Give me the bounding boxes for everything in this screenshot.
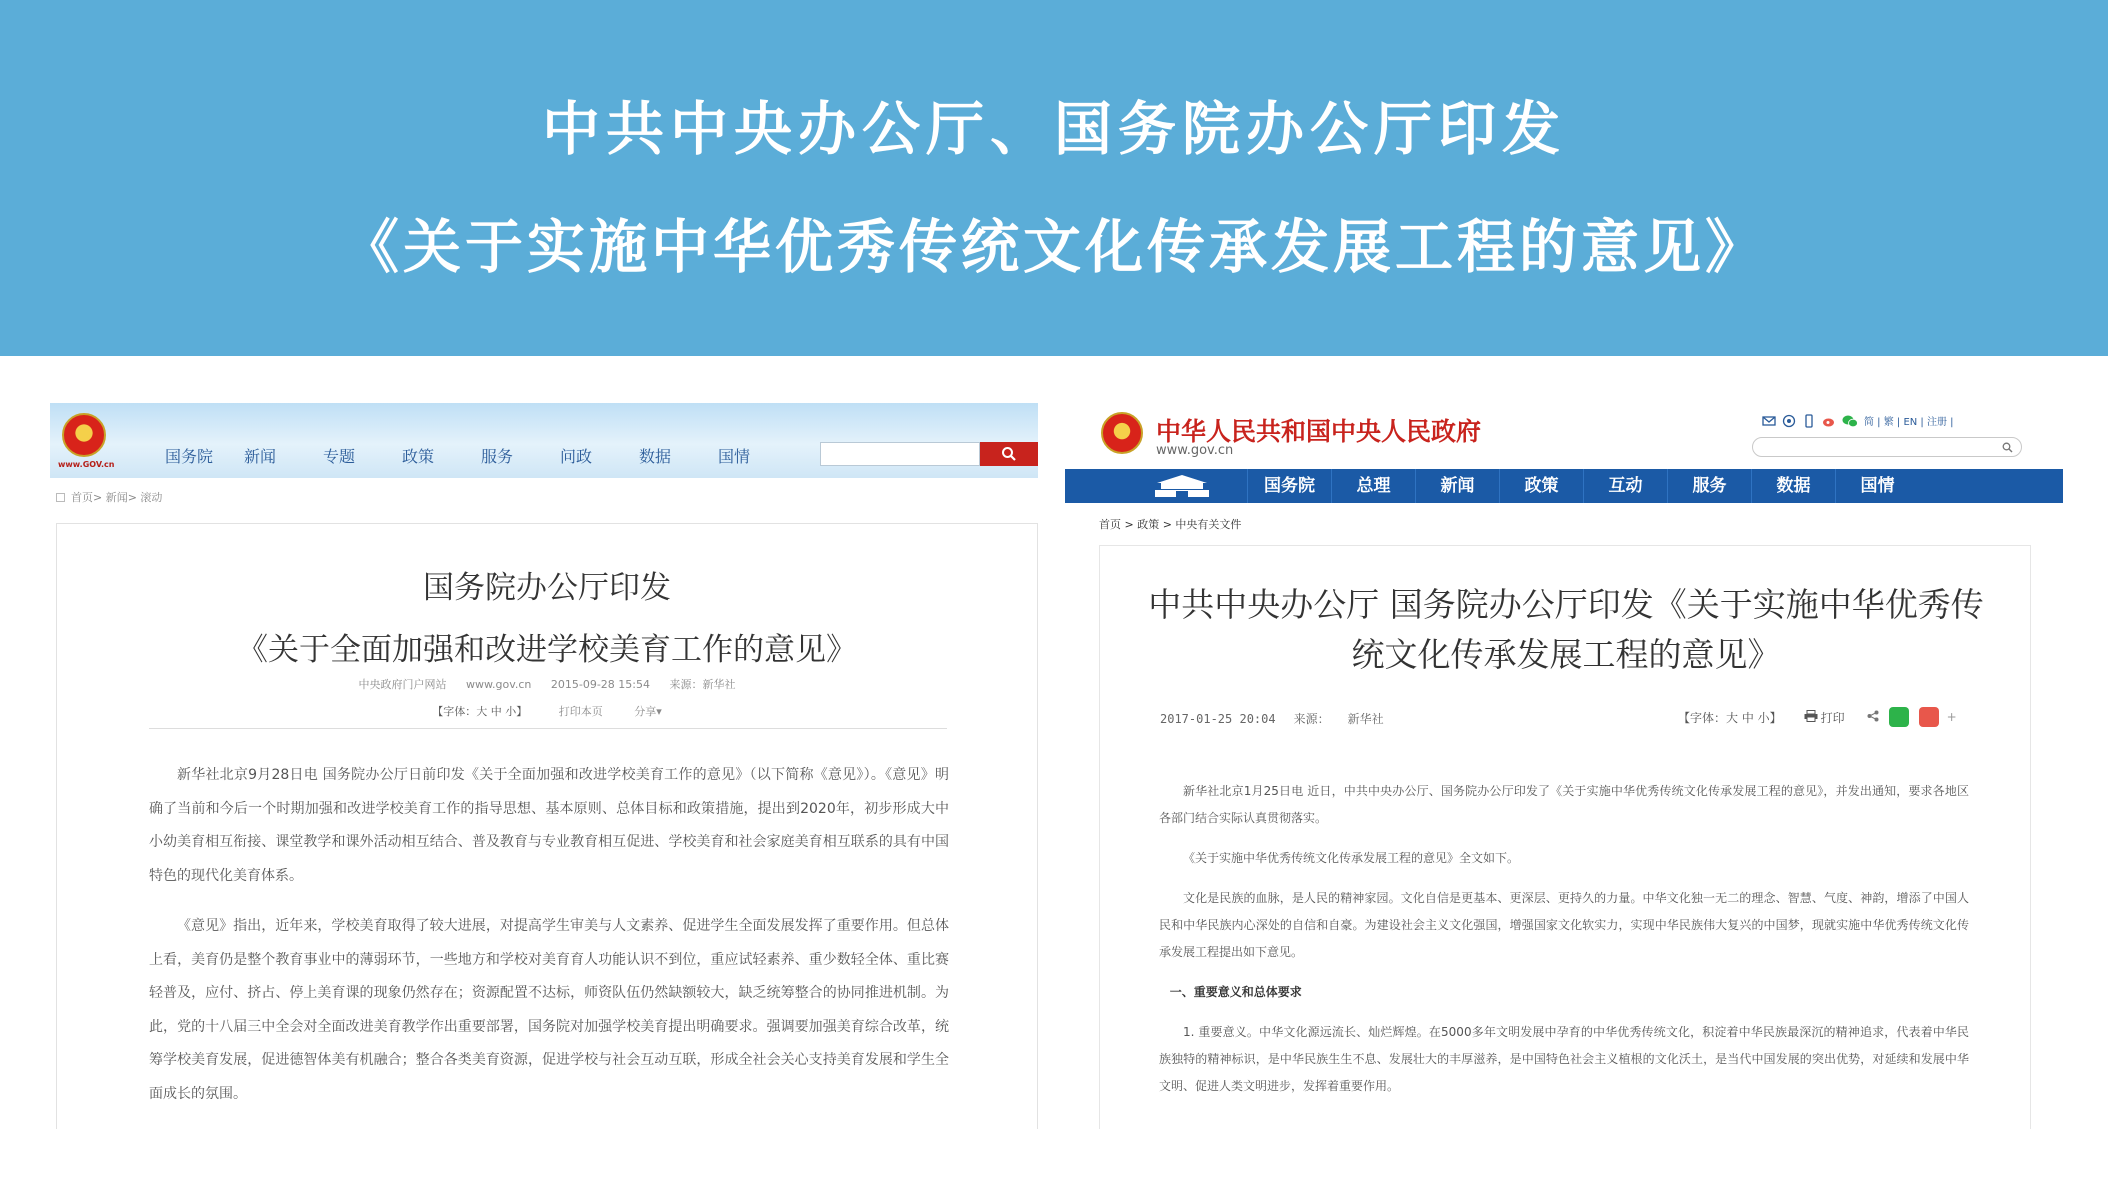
left-breadcrumb-text[interactable]: 首页> 新闻> 滚动 (71, 491, 163, 504)
left-nav-item[interactable]: 国情 (718, 447, 751, 466)
right-paragraph: 文化是民族的血脉，是人民的精神家园。文化自信是更基本、更深层、更持久的力量。中华文化独一无二的理念、智慧、气度、神韵，增添了中国人民和中华民族内心深处的自信和自豪。为建设社会主义文化强国，增强国家文化软实力，实现中华民族伟大复兴的中国梦，现就实施中华优秀传统文化传承发展工程提出如下意见。 (1159, 891, 1969, 959)
more-share-button[interactable]: + (1946, 710, 1957, 724)
left-paragraph: 新华社北京9月28日电 国务院办公厅日前印发《关于全面加强和改进学校美育工作的意见》（以下简称《意见》）。《意见》明确了当前和今后一个时期加强和改进学校美育工作的指导思想、基本原则、总体目标和政策措施，提出到2020年，初步形成大中小幼美育相互衔接、课堂教学和课外活动相互结合、普及教育与专业教育相互促进、学校美育和社会家庭美育相互联系的具有中国特色的现代化美育体系。 (149, 767, 949, 884)
left-meta-site: 中央政府门户网站 (358, 678, 447, 691)
right-nav-item[interactable]: 数据 (1751, 469, 1835, 503)
language-links[interactable]: 简 | 繁 | EN | 注册 | (1864, 417, 1954, 428)
national-emblem-icon (1101, 412, 1143, 454)
left-article-screenshot (50, 403, 1038, 1129)
weibo-icon[interactable] (1822, 414, 1836, 428)
divider (149, 728, 947, 729)
mobile-icon[interactable] (1802, 414, 1816, 428)
national-emblem-icon (62, 413, 106, 457)
weibo-share-icon[interactable] (1919, 707, 1939, 727)
right-header-tools (1762, 413, 1954, 428)
right-nav-item[interactable]: 总理 (1331, 469, 1415, 503)
left-site-logo-text: www.GOV.cn (58, 460, 115, 469)
left-article-card (56, 523, 1038, 1129)
left-meta-domain: www.gov.cn (466, 678, 532, 691)
right-search-input[interactable] (1752, 437, 2022, 457)
right-article-body (1159, 778, 1969, 1113)
left-breadcrumb (56, 489, 162, 505)
left-article-body (149, 759, 949, 1128)
left-main-nav (165, 444, 797, 467)
right-font-size-control[interactable]: 【字体：大 中 小】 (1678, 710, 1782, 725)
breadcrumb-marker-icon (56, 493, 65, 502)
left-paragraph: 《意见》指出，近年来，学校美育取得了较大进展，对提高学生审美与人文素养、促进学生全面发展发挥了重要作用。但总体上看，美育仍是整个教育事业中的薄弱环节，一些地方和学校对美育育人功能认识不到位，重应试轻素养、重少数轻全体、重比赛轻普及，应付、挤占、停上美育课的现象仍然存在；资源配置不达标，师资队伍仍然缺额较大，缺乏统筹整合的协同推进机制。为此，党的十八届三中全会对全面改进美育教学作出重要部署，国务院对加强学校美育提出明确要求。强调要加强美育综合改革，统筹学校美育发展，促进德智体美有机融合；整合各类美育资源，促进学校与社会互动互联，形成全社会关心支持美育发展和学生全面成长的氛围。 (149, 918, 949, 1102)
right-article-title: 中共中央办公厅 国务院办公厅印发《关于实施中华优秀传统文化传承发展工程的意见》 (1148, 585, 1984, 674)
mail-icon[interactable] (1762, 414, 1776, 428)
left-article-meta (57, 676, 1037, 692)
left-nav-item[interactable]: 数据 (639, 447, 672, 466)
share-icon[interactable] (1867, 710, 1879, 725)
right-nav-item[interactable]: 国务院 (1247, 469, 1331, 503)
left-meta-source: 来源：新华社 (669, 678, 736, 691)
right-main-nav (1065, 469, 2063, 503)
right-section-heading: 一、重要意义和总体要求 (1169, 985, 1302, 999)
right-print-link[interactable]: 打印 (1820, 710, 1845, 725)
left-nav-item[interactable]: 专题 (323, 447, 356, 466)
home-gate-icon[interactable] (1117, 469, 1247, 503)
right-nav-item[interactable]: 服务 (1667, 469, 1751, 503)
wechat-share-icon[interactable] (1889, 707, 1909, 727)
right-nav-item[interactable]: 新闻 (1415, 469, 1499, 503)
left-search-button[interactable] (980, 442, 1038, 466)
right-article-screenshot (1065, 403, 2063, 1129)
banner-title-line2: 《关于实施中华优秀传统文化传承发展工程的意见》 (340, 213, 1767, 281)
left-nav-item[interactable]: 政策 (402, 447, 435, 466)
left-meta-datetime: 2015-09-28 15:54 (550, 678, 650, 691)
right-article-tools (1678, 707, 1957, 727)
right-nav-item[interactable]: 互动 (1583, 469, 1667, 503)
right-site-title[interactable]: 中华人民共和国中央人民政府 (1156, 417, 1482, 446)
rss-icon[interactable] (1782, 414, 1796, 428)
left-print-link[interactable]: 打印本页 (558, 705, 603, 718)
left-nav-item[interactable]: 新闻 (244, 447, 277, 466)
left-font-size-control[interactable]: 【字体：大 中 小】 (432, 705, 528, 718)
left-nav-item[interactable]: 服务 (481, 447, 514, 466)
right-nav-items (1247, 469, 1919, 503)
right-breadcrumb[interactable]: 首页 > 政策 > 中央有关文件 (1099, 518, 1242, 531)
right-meta-datetime: 2017-01-25 20:04 (1160, 712, 1276, 726)
left-share-link[interactable]: 分享▾ (634, 705, 662, 718)
left-nav-item[interactable]: 国务院 (165, 447, 214, 466)
left-article-tools (57, 703, 1037, 719)
left-nav-item[interactable]: 问政 (560, 447, 593, 466)
banner-title-line1: 中共中央办公厅、国务院办公厅印发 (541, 95, 1566, 163)
wechat-icon[interactable] (1842, 414, 1856, 428)
printer-icon[interactable] (1804, 710, 1818, 725)
right-meta-source-label: 来源： (1293, 712, 1330, 726)
right-paragraph: 新华社北京1月25日电 近日，中共中央办公厅、国务院办公厅印发了《关于实施中华优秀传统文化传承发展工程的意见》，并发出通知，要求各地区各部门结合实际认真贯彻落实。 (1159, 784, 1969, 825)
right-paragraph: 1. 重要意义。中华文化源远流长、灿烂辉煌。在5000多年文明发展中孕育的中华优秀传统文化，积淀着中华民族最深沉的精神追求，代表着中华民族独特的精神标识，是中华民族生生不息、发展壮大的丰厚滋养，是中国特色社会主义植根的文化沃土，是当代中国发展的突出优势，对延续和发展中华文明、促进人类文明进步，发挥着重要作用。 (1159, 1025, 1969, 1093)
left-article-title-line2: 《关于全面加强和改进学校美育工作的意见》 (237, 632, 857, 668)
title-banner (0, 0, 2108, 356)
right-article-meta (1160, 710, 1402, 727)
left-search-input[interactable] (820, 442, 980, 466)
right-article-card (1099, 545, 2031, 1129)
right-nav-item[interactable]: 政策 (1499, 469, 1583, 503)
left-article-title-line1: 国务院办公厅印发 (423, 570, 671, 606)
search-icon[interactable] (2002, 442, 2013, 453)
left-site-header (50, 403, 1038, 478)
right-nav-item[interactable]: 国情 (1835, 469, 1919, 503)
search-icon (1001, 446, 1017, 462)
right-paragraph: 《关于实施中华优秀传统文化传承发展工程的意见》全文如下。 (1183, 851, 1520, 865)
right-meta-source: 新华社 (1347, 712, 1384, 726)
right-site-url: www.gov.cn (1156, 443, 1234, 458)
